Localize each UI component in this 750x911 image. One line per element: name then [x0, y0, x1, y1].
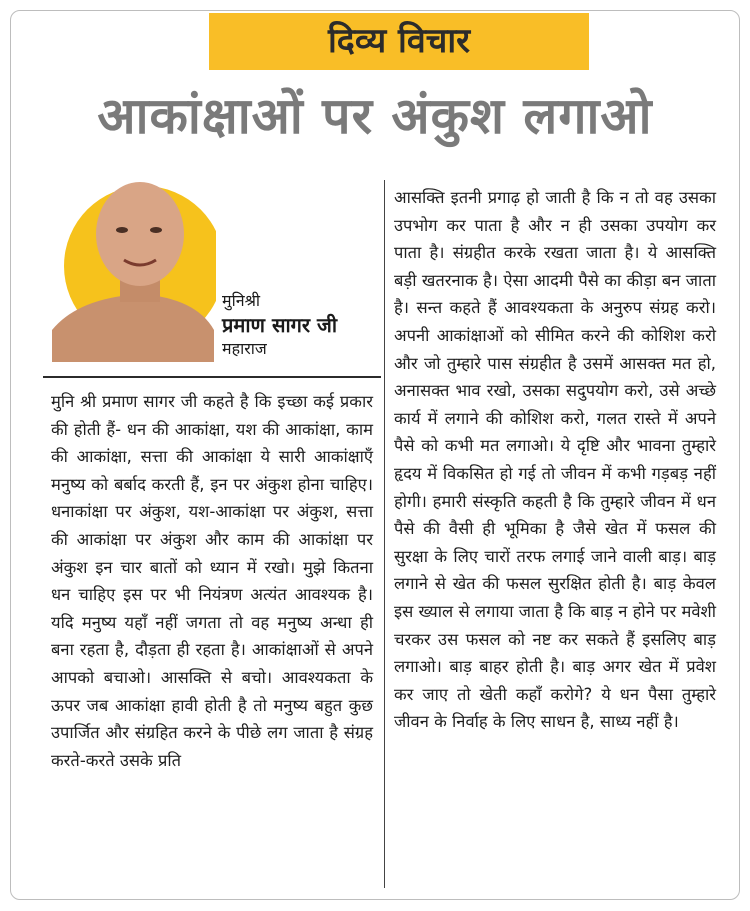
section-banner [209, 13, 589, 70]
portrait-head [96, 182, 184, 286]
article-column-right: आसक्ति इतनी प्रगाढ़ हो जाती है कि न तो वह उसका उपभोग कर पाता है और न ही उसका उपयोग कर पाता है। संग्रहीत करके रखता जाता है। ये आसक्ति बड़ी खतरनाक है। ऐसा आदमी पैसे का कीड़ा बन जाता है। सन्त कहते हैं आवश्यकता के अनुरुप संग्रह करो। अपनी आकांक्षाओं को सीमित करने की कोशिश करो और जो तुम्हारे पास संग्रहीत है उसमें आसक्त मत हो, अनासक्त भाव रखो, उसका सदुपयोग करो, उसे अच्छे कार्य में लगाने की कोशिश करो, गलत रास्ते में अपने पैसे को कभी मत लगाओ। ये दृष्टि और भावना तुम्हारे हृदय में विकसित हो गई तो जीवन में कभी गड़बड़ नहीं होगी। हमारी संस्कृति कहती है कि तुम्हारे जीवन में धन पैसे की वैसी ही भूमिका है जैसे खेत में फसल की सुरक्षा के लिए चारों तरफ लगाई जाने वाली बाड़। बाड़ लगाने से खेत की फसल सुरक्षित होती है। बाड़ केवल इस ख्याल से लगाया जाता है कि बाड़ न होने पर मवेशी चरकर उस फसल को नष्ट कर सकते हैं इसलिए बाड़ लगाओ। बाड़ बाहर होती है। बाड़ अगर खेत में प्रवेश कर जाए तो खेती कहाँ करोगे? ये धन पैसा तुम्हारे जीवन के निर्वाह के लिए साधन है, साध्य नहीं है। [394, 188, 716, 732]
column-divider [384, 180, 385, 888]
headline: आकांक्षाओं पर अंकुश लगाओ [97, 87, 653, 145]
author-name: प्रमाण सागर जी [222, 313, 338, 337]
section-label: दिव्य विचार [327, 21, 471, 61]
author-byline [222, 290, 337, 360]
author-suffix: महाराज [222, 339, 267, 358]
article-column-left: मुनि श्री प्रमाण सागर जी कहते है कि इच्छा कई प्रकार की होती हैं- धन की आकांक्षा, यश की आकांक्षा, काम की आकांक्षा, सत्ता की आकांक्षा ये सारी आकांक्षाएँ मनुष्य को बर्बाद करती हैं, इन पर अंकुश होना चाहिए। धनाकांक्षा पर अंकुश, यश-आकांक्षा पर अंकुश, सत्ता की आकांक्षा पर अंकुश और काम की आकांक्षा पर अंकुश इन चार बातों को ध्यान में रखो। मुझे कितना धन चाहिए इस पर भी नियंत्रण अत्यंत आवश्यक है। यदि मनुष्य यहाँ नहीं जगता तो वह मनुष्य अन्धा ही बना रहता है, दौड़ता ही रहता है। आकांक्षाओं से अपने आपको बचाओ। आसक्ति से बचो। आवश्यकता के ऊपर जब आकांक्षा हावी होती है तो मनुष्य बहुत कुछ उपार्जित और संग्रहित करने के पीछे लग जाता है संग्रह करते-करते उसके प्रति [51, 392, 373, 770]
author-portrait [48, 170, 216, 362]
author-prefix: मुनिश्री [222, 291, 261, 310]
byline-separator [43, 376, 381, 378]
